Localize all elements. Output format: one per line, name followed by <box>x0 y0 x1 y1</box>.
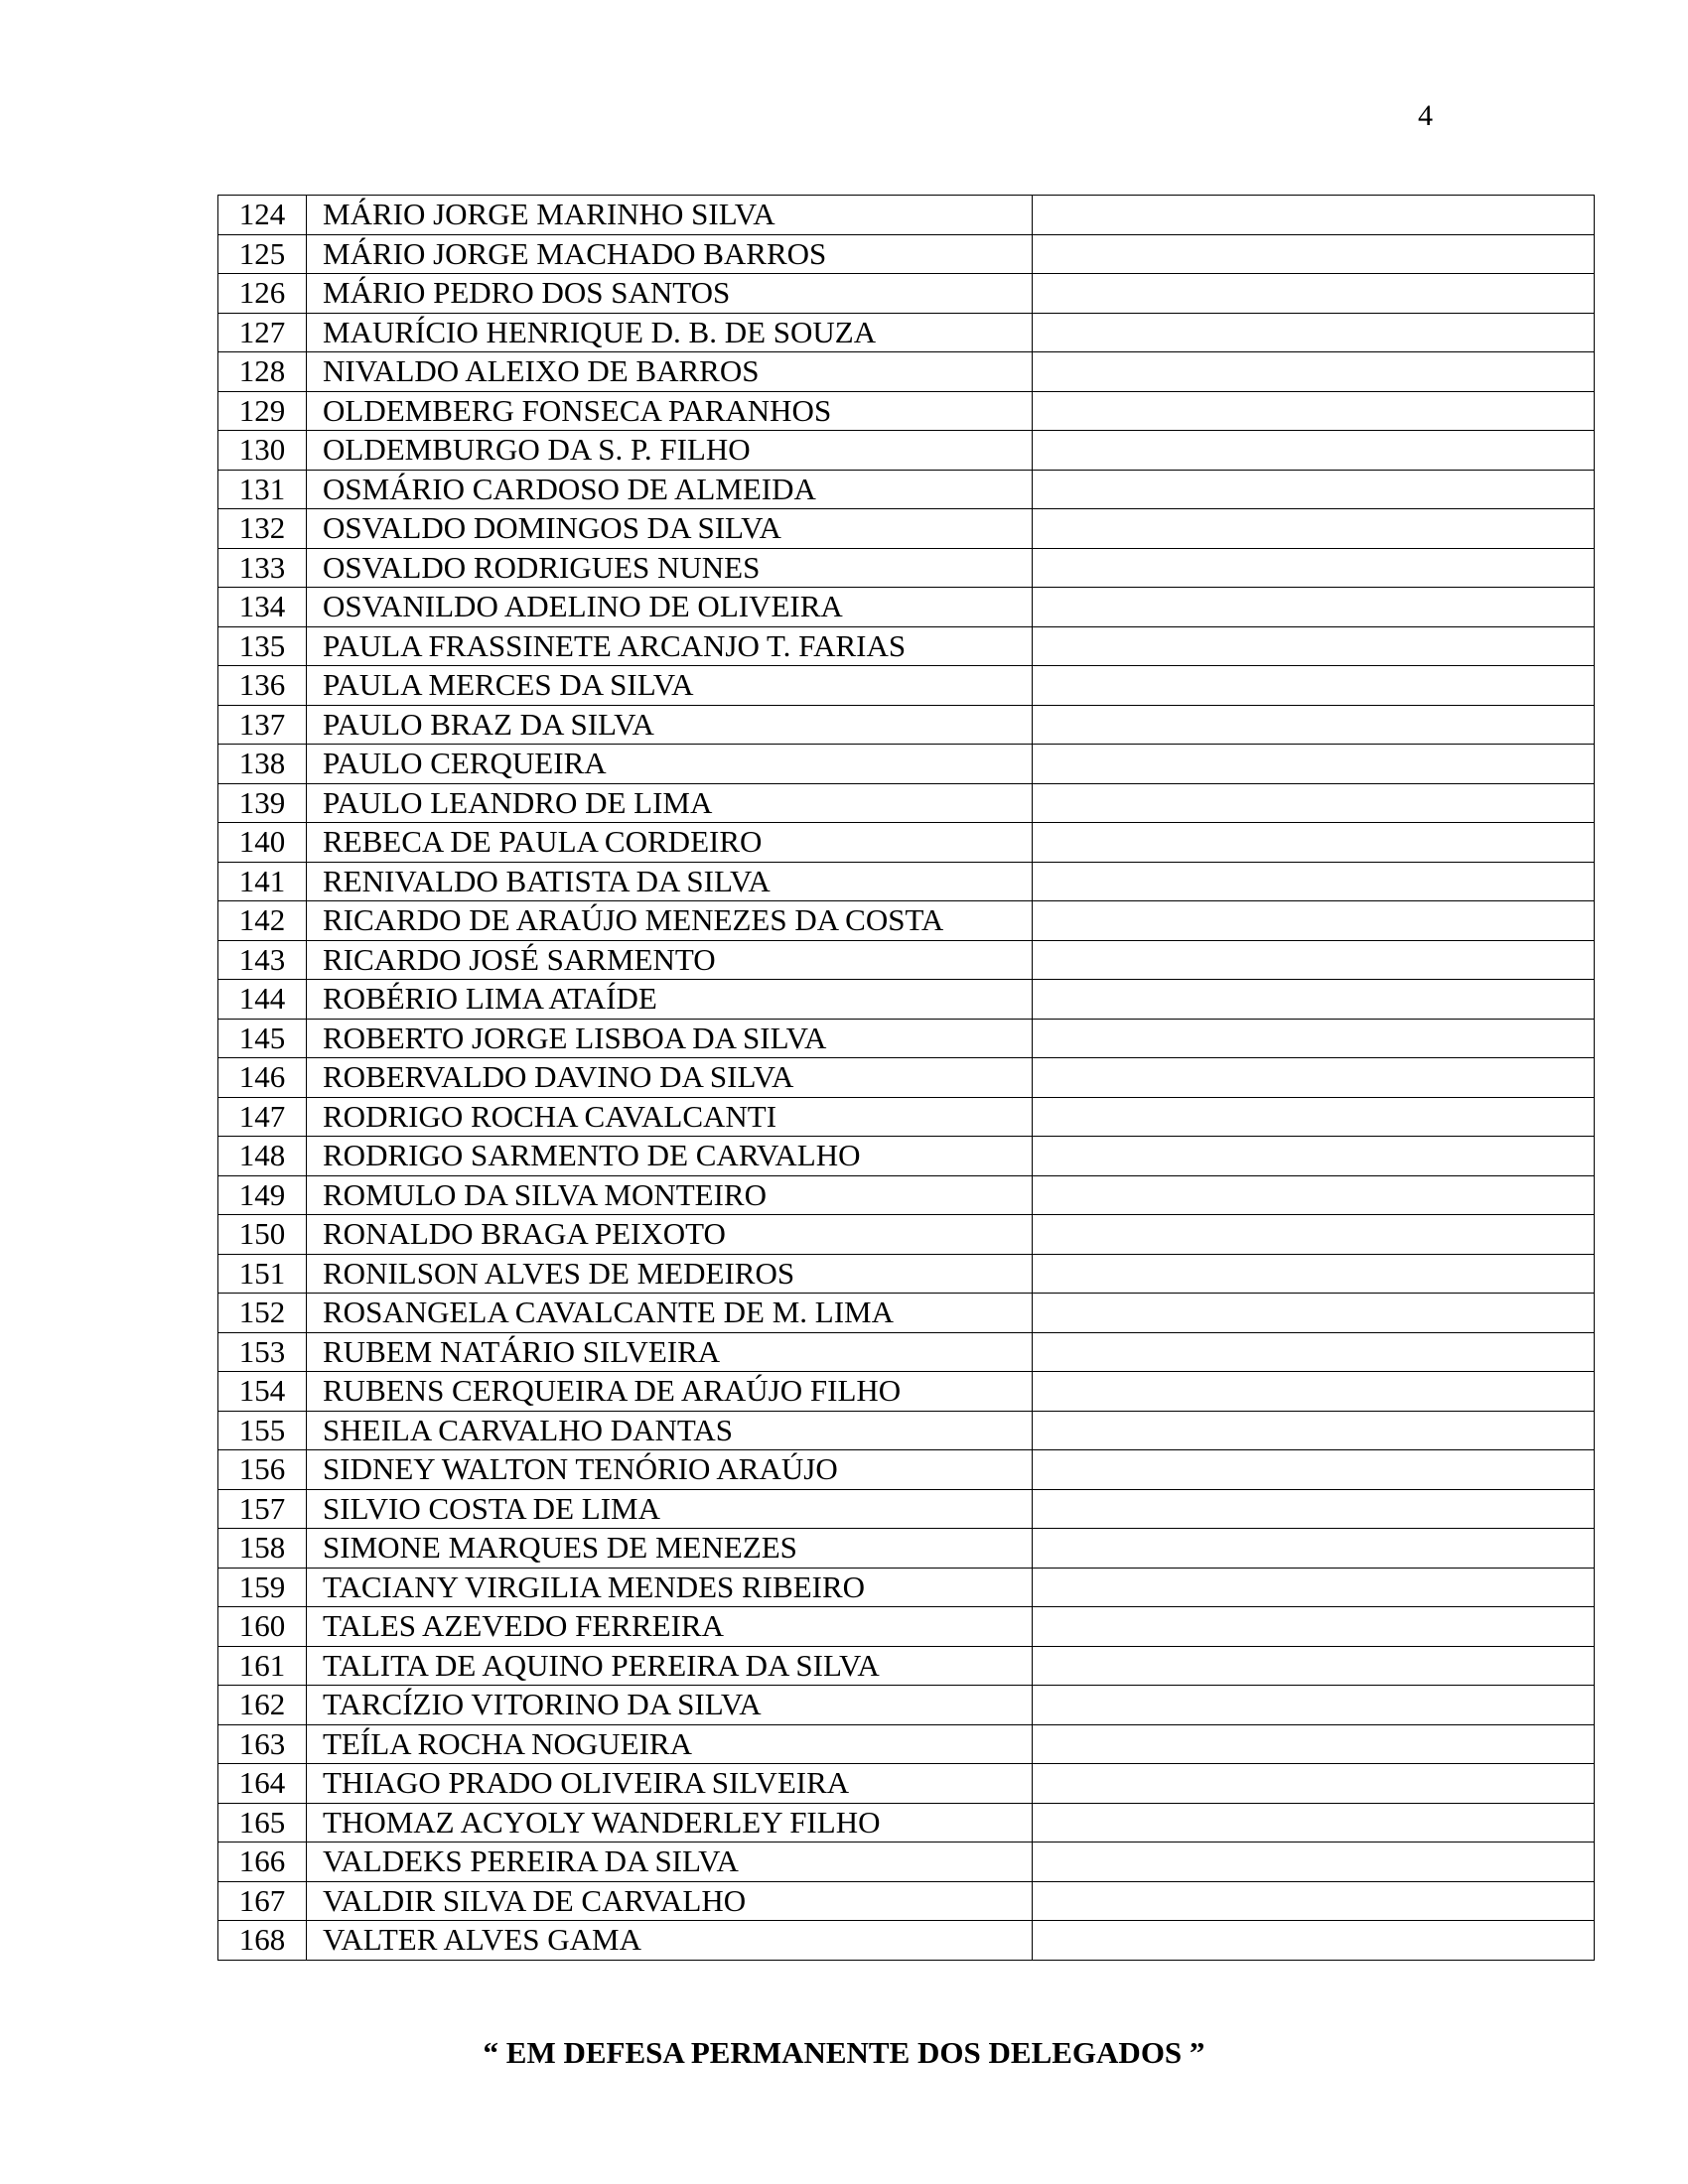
name-cell: ROSANGELA CAVALCANTE DE M. LIMA <box>307 1294 1033 1333</box>
name-cell: PAULO LEANDRO DE LIMA <box>307 783 1033 823</box>
row-number-cell: 146 <box>218 1058 307 1098</box>
row-number-cell: 154 <box>218 1372 307 1412</box>
blank-cell <box>1033 313 1595 352</box>
name-cell: TACIANY VIRGILIA MENDES RIBEIRO <box>307 1568 1033 1607</box>
row-number-cell: 133 <box>218 548 307 588</box>
name-cell: VALDIR SILVA DE CARVALHO <box>307 1881 1033 1921</box>
blank-cell <box>1033 548 1595 588</box>
name-cell: RODRIGO ROCHA CAVALCANTI <box>307 1097 1033 1137</box>
table-row <box>218 196 1595 235</box>
row-number-cell: 139 <box>218 783 307 823</box>
blank-cell <box>1033 1489 1595 1529</box>
row-number-cell: 130 <box>218 431 307 471</box>
row-number-cell: 167 <box>218 1881 307 1921</box>
name-cell: SILVIO COSTA DE LIMA <box>307 1489 1033 1529</box>
blank-cell <box>1033 391 1595 431</box>
table-row <box>218 1450 1595 1490</box>
name-cell: SIMONE MARQUES DE MENEZES <box>307 1529 1033 1569</box>
blank-cell <box>1033 1843 1595 1882</box>
table-row <box>218 1529 1595 1569</box>
table-row <box>218 352 1595 392</box>
table-row <box>218 1803 1595 1843</box>
blank-cell <box>1033 1332 1595 1372</box>
blank-cell <box>1033 745 1595 784</box>
blank-cell <box>1033 274 1595 314</box>
blank-cell <box>1033 1372 1595 1412</box>
row-number-cell: 124 <box>218 196 307 235</box>
row-number-cell: 152 <box>218 1294 307 1333</box>
table-row <box>218 1294 1595 1333</box>
name-cell: ROBERTO JORGE LISBOA DA SILVA <box>307 1019 1033 1058</box>
table-row <box>218 1411 1595 1450</box>
name-cell: RUBEM NATÁRIO SILVEIRA <box>307 1332 1033 1372</box>
row-number-cell: 142 <box>218 901 307 941</box>
table-row <box>218 509 1595 549</box>
table-row <box>218 940 1595 980</box>
name-cell: ROBÉRIO LIMA ATAÍDE <box>307 980 1033 1020</box>
name-cell: ROMULO DA SILVA MONTEIRO <box>307 1175 1033 1215</box>
name-cell: PAULO BRAZ DA SILVA <box>307 705 1033 745</box>
name-cell: VALDEKS PEREIRA DA SILVA <box>307 1843 1033 1882</box>
row-number-cell: 149 <box>218 1175 307 1215</box>
table-row <box>218 626 1595 666</box>
row-number-cell: 158 <box>218 1529 307 1569</box>
table-row <box>218 548 1595 588</box>
table-row <box>218 745 1595 784</box>
table-row <box>218 901 1595 941</box>
blank-cell <box>1033 431 1595 471</box>
row-number-cell: 131 <box>218 470 307 509</box>
table-row <box>218 391 1595 431</box>
row-number-cell: 135 <box>218 626 307 666</box>
blank-cell <box>1033 588 1595 627</box>
name-cell: RUBENS CERQUEIRA DE ARAÚJO FILHO <box>307 1372 1033 1412</box>
row-number-cell: 162 <box>218 1686 307 1725</box>
blank-cell <box>1033 1411 1595 1450</box>
table-row <box>218 980 1595 1020</box>
name-cell: MÁRIO JORGE MARINHO SILVA <box>307 196 1033 235</box>
name-cell: RONALDO BRAGA PEIXOTO <box>307 1215 1033 1255</box>
row-number-cell: 128 <box>218 352 307 392</box>
name-cell: NIVALDO ALEIXO DE BARROS <box>307 352 1033 392</box>
row-number-cell: 153 <box>218 1332 307 1372</box>
blank-cell <box>1033 470 1595 509</box>
table-row <box>218 1332 1595 1372</box>
name-cell: RONILSON ALVES DE MEDEIROS <box>307 1254 1033 1294</box>
row-number-cell: 151 <box>218 1254 307 1294</box>
name-cell: TARCÍZIO VITORINO DA SILVA <box>307 1686 1033 1725</box>
footer-motto: “ EM DEFESA PERMANENTE DOS DELEGADOS ” <box>483 2035 1205 2070</box>
name-cell: ROBERVALDO DAVINO DA SILVA <box>307 1058 1033 1098</box>
row-number-cell: 163 <box>218 1724 307 1764</box>
row-number-cell: 141 <box>218 862 307 901</box>
blank-cell <box>1033 666 1595 706</box>
row-number-cell: 147 <box>218 1097 307 1137</box>
blank-cell <box>1033 352 1595 392</box>
blank-cell <box>1033 1921 1595 1961</box>
table-row <box>218 313 1595 352</box>
row-number-cell: 134 <box>218 588 307 627</box>
blank-cell <box>1033 1607 1595 1647</box>
blank-cell <box>1033 1254 1595 1294</box>
table-row <box>218 274 1595 314</box>
row-number-cell: 126 <box>218 274 307 314</box>
blank-cell <box>1033 783 1595 823</box>
table-row <box>218 1254 1595 1294</box>
blank-cell <box>1033 940 1595 980</box>
name-cell: OSVALDO RODRIGUES NUNES <box>307 548 1033 588</box>
page-number: 4 <box>1418 99 1433 132</box>
table-row <box>218 1881 1595 1921</box>
table-row <box>218 234 1595 274</box>
blank-cell <box>1033 901 1595 941</box>
table-row <box>218 1175 1595 1215</box>
table-row <box>218 862 1595 901</box>
roster-table-body <box>218 196 1595 1961</box>
row-number-cell: 155 <box>218 1411 307 1450</box>
blank-cell <box>1033 1137 1595 1176</box>
table-row <box>218 1215 1595 1255</box>
row-number-cell: 127 <box>218 313 307 352</box>
blank-cell <box>1033 1058 1595 1098</box>
row-number-cell: 140 <box>218 823 307 863</box>
name-cell: OLDEMBERG FONSECA PARANHOS <box>307 391 1033 431</box>
row-number-cell: 157 <box>218 1489 307 1529</box>
blank-cell <box>1033 705 1595 745</box>
blank-cell <box>1033 1568 1595 1607</box>
blank-cell <box>1033 1097 1595 1137</box>
row-number-cell: 168 <box>218 1921 307 1961</box>
blank-cell <box>1033 1764 1595 1804</box>
table-row <box>218 705 1595 745</box>
name-cell: MÁRIO JORGE MACHADO BARROS <box>307 234 1033 274</box>
name-cell: SHEILA CARVALHO DANTAS <box>307 1411 1033 1450</box>
row-number-cell: 143 <box>218 940 307 980</box>
row-number-cell: 144 <box>218 980 307 1020</box>
name-cell: PAULA MERCES DA SILVA <box>307 666 1033 706</box>
name-cell: MAURÍCIO HENRIQUE D. B. DE SOUZA <box>307 313 1033 352</box>
row-number-cell: 166 <box>218 1843 307 1882</box>
roster-table <box>217 195 1595 1961</box>
blank-cell <box>1033 1019 1595 1058</box>
row-number-cell: 148 <box>218 1137 307 1176</box>
table-row <box>218 1058 1595 1098</box>
row-number-cell: 159 <box>218 1568 307 1607</box>
row-number-cell: 145 <box>218 1019 307 1058</box>
row-number-cell: 156 <box>218 1450 307 1490</box>
row-number-cell: 129 <box>218 391 307 431</box>
row-number-cell: 138 <box>218 745 307 784</box>
table-row <box>218 1137 1595 1176</box>
blank-cell <box>1033 862 1595 901</box>
row-number-cell: 150 <box>218 1215 307 1255</box>
name-cell: REBECA DE PAULA CORDEIRO <box>307 823 1033 863</box>
name-cell: VALTER ALVES GAMA <box>307 1921 1033 1961</box>
name-cell: MÁRIO PEDRO DOS SANTOS <box>307 274 1033 314</box>
row-number-cell: 165 <box>218 1803 307 1843</box>
table-row <box>218 1646 1595 1686</box>
blank-cell <box>1033 1803 1595 1843</box>
blank-cell <box>1033 1724 1595 1764</box>
table-row <box>218 1921 1595 1961</box>
table-row <box>218 666 1595 706</box>
name-cell: RODRIGO SARMENTO DE CARVALHO <box>307 1137 1033 1176</box>
table-row <box>218 783 1595 823</box>
blank-cell <box>1033 823 1595 863</box>
name-cell: RICARDO DE ARAÚJO MENEZES DA COSTA <box>307 901 1033 941</box>
blank-cell <box>1033 1294 1595 1333</box>
table-row <box>218 1686 1595 1725</box>
blank-cell <box>1033 626 1595 666</box>
name-cell: PAULA FRASSINETE ARCANJO T. FARIAS <box>307 626 1033 666</box>
name-cell: TEÍLA ROCHA NOGUEIRA <box>307 1724 1033 1764</box>
blank-cell <box>1033 1215 1595 1255</box>
table-row <box>218 1372 1595 1412</box>
row-number-cell: 132 <box>218 509 307 549</box>
table-row <box>218 823 1595 863</box>
table-row <box>218 1489 1595 1529</box>
name-cell: TALES AZEVEDO FERREIRA <box>307 1607 1033 1647</box>
table-row <box>218 431 1595 471</box>
row-number-cell: 161 <box>218 1646 307 1686</box>
table-row <box>218 1097 1595 1137</box>
blank-cell <box>1033 1529 1595 1569</box>
name-cell: THOMAZ ACYOLY WANDERLEY FILHO <box>307 1803 1033 1843</box>
name-cell: PAULO CERQUEIRA <box>307 745 1033 784</box>
name-cell: THIAGO PRADO OLIVEIRA SILVEIRA <box>307 1764 1033 1804</box>
name-cell: OLDEMBURGO DA S. P. FILHO <box>307 431 1033 471</box>
blank-cell <box>1033 1646 1595 1686</box>
blank-cell <box>1033 509 1595 549</box>
row-number-cell: 160 <box>218 1607 307 1647</box>
name-cell: OSMÁRIO CARDOSO DE ALMEIDA <box>307 470 1033 509</box>
name-cell: OSVALDO DOMINGOS DA SILVA <box>307 509 1033 549</box>
blank-cell <box>1033 196 1595 235</box>
blank-cell <box>1033 234 1595 274</box>
row-number-cell: 137 <box>218 705 307 745</box>
blank-cell <box>1033 980 1595 1020</box>
table-row <box>218 1568 1595 1607</box>
table-row <box>218 1764 1595 1804</box>
table-row <box>218 1019 1595 1058</box>
table-row <box>218 1607 1595 1647</box>
table-row <box>218 470 1595 509</box>
blank-cell <box>1033 1450 1595 1490</box>
table-row <box>218 1724 1595 1764</box>
name-cell: RENIVALDO BATISTA DA SILVA <box>307 862 1033 901</box>
blank-cell <box>1033 1686 1595 1725</box>
table-row <box>218 1843 1595 1882</box>
blank-cell <box>1033 1175 1595 1215</box>
name-cell: TALITA DE AQUINO PEREIRA DA SILVA <box>307 1646 1033 1686</box>
row-number-cell: 164 <box>218 1764 307 1804</box>
blank-cell <box>1033 1881 1595 1921</box>
row-number-cell: 125 <box>218 234 307 274</box>
name-cell: OSVANILDO ADELINO DE OLIVEIRA <box>307 588 1033 627</box>
table-row <box>218 588 1595 627</box>
row-number-cell: 136 <box>218 666 307 706</box>
name-cell: RICARDO JOSÉ SARMENTO <box>307 940 1033 980</box>
name-cell: SIDNEY WALTON TENÓRIO ARAÚJO <box>307 1450 1033 1490</box>
